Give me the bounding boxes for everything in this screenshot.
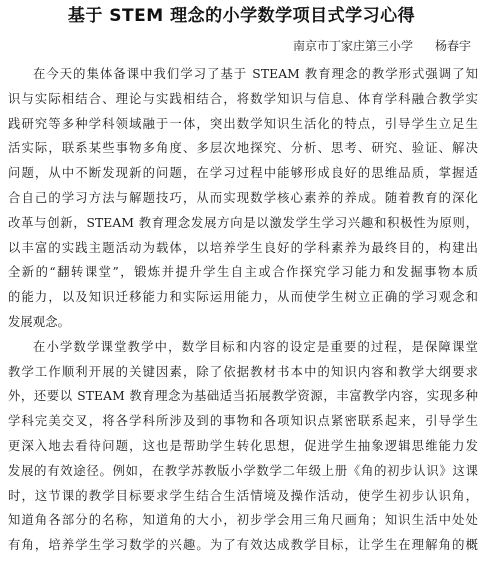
- author-school: 南京市丁家庄第三小学: [292, 39, 413, 53]
- body-text: [8, 62, 478, 558]
- author-name: 杨春宇: [434, 39, 471, 53]
- text-line: 外，还要以 STEAM 教育理念为基础适当拓展教学资源，丰富教学内容，实现多种: [8, 389, 478, 404]
- text-line: 践研究等多种学科领域融于一体，突出数学知识生活化的特点，引导学生立足生: [8, 116, 478, 131]
- text-line: 教学工作顺利开展的关键因素，除了依据教材书本中的知识内容和教学大纲要求: [8, 364, 478, 379]
- text-line: 时，这节课的教学目标要求学生结合生活情境及操作活动，使学生初步认识角，: [8, 488, 478, 503]
- text-line: 的能力，以及知识迁移能力和实际运用能力，从而使学生树立正确的学习观念和: [8, 290, 478, 305]
- text-line: 在小学数学课堂教学中，数学目标和内容的设定是重要的过程，是保障课堂: [33, 339, 478, 354]
- document-title: 基于 STEM 理念的小学数学项目式学习心得: [67, 6, 416, 26]
- text-line: 发展观念。: [8, 314, 70, 329]
- text-line: 活实际，联系某些事物多角度、多层次地探究、分析、思考、研究、验证、解决: [8, 141, 478, 156]
- text-line: 改革与创新，STEAM 教育理念发展方向是以激发学生学习兴趣和积极性为原则，: [8, 215, 478, 230]
- text-line: 合自己的学习方法与解题技巧，从而实现数学核心素养的养成。随着教育的深化: [8, 190, 478, 205]
- text-line: 发展的有效途径。例如，在教学苏教版小学数学二年级上册《角的初步认识》这课: [8, 463, 478, 478]
- text-line: 问题，从中不断发现新的问题，在学习过程中能够形成良好的思维品质，掌握适: [8, 166, 478, 181]
- byline: [293, 38, 471, 54]
- paragraph-1: [8, 62, 478, 335]
- text-line: 识与实际相结合、理论与实践相结合，将数学知识与信息、体育学科融合教学实: [8, 91, 478, 106]
- text-line: 知道角各部分的名称，知道角的大小，初步学会用三角尺画角；知识生活中处处: [8, 513, 478, 528]
- text-line: 全新的“翻转课堂”，锻炼并提升学生自主或合作探究学习能力和发掘事物本质: [8, 265, 478, 280]
- text-line: 更深入地去看待问题，这也是帮助学生转化思想，促进学生抽象逻辑思维能力发: [8, 438, 478, 453]
- text-line: 有角，培养学生学习数学的兴趣。为了有效达成教学目标，让学生在理解角的概: [8, 538, 478, 553]
- paragraph-2: [8, 335, 478, 558]
- text-line: 以丰富的实践主题活动为载体，以培养学生良好的学科素养为最终目的，构建出: [8, 240, 478, 255]
- text-line: 学科完美交叉，将各学科所涉及到的事物和各项知识点紧密联系起来，引导学生: [8, 414, 478, 429]
- text-line: 在今天的集体备课中我们学习了基于 STEAM 教育理念的教学形式强调了知: [33, 67, 478, 81]
